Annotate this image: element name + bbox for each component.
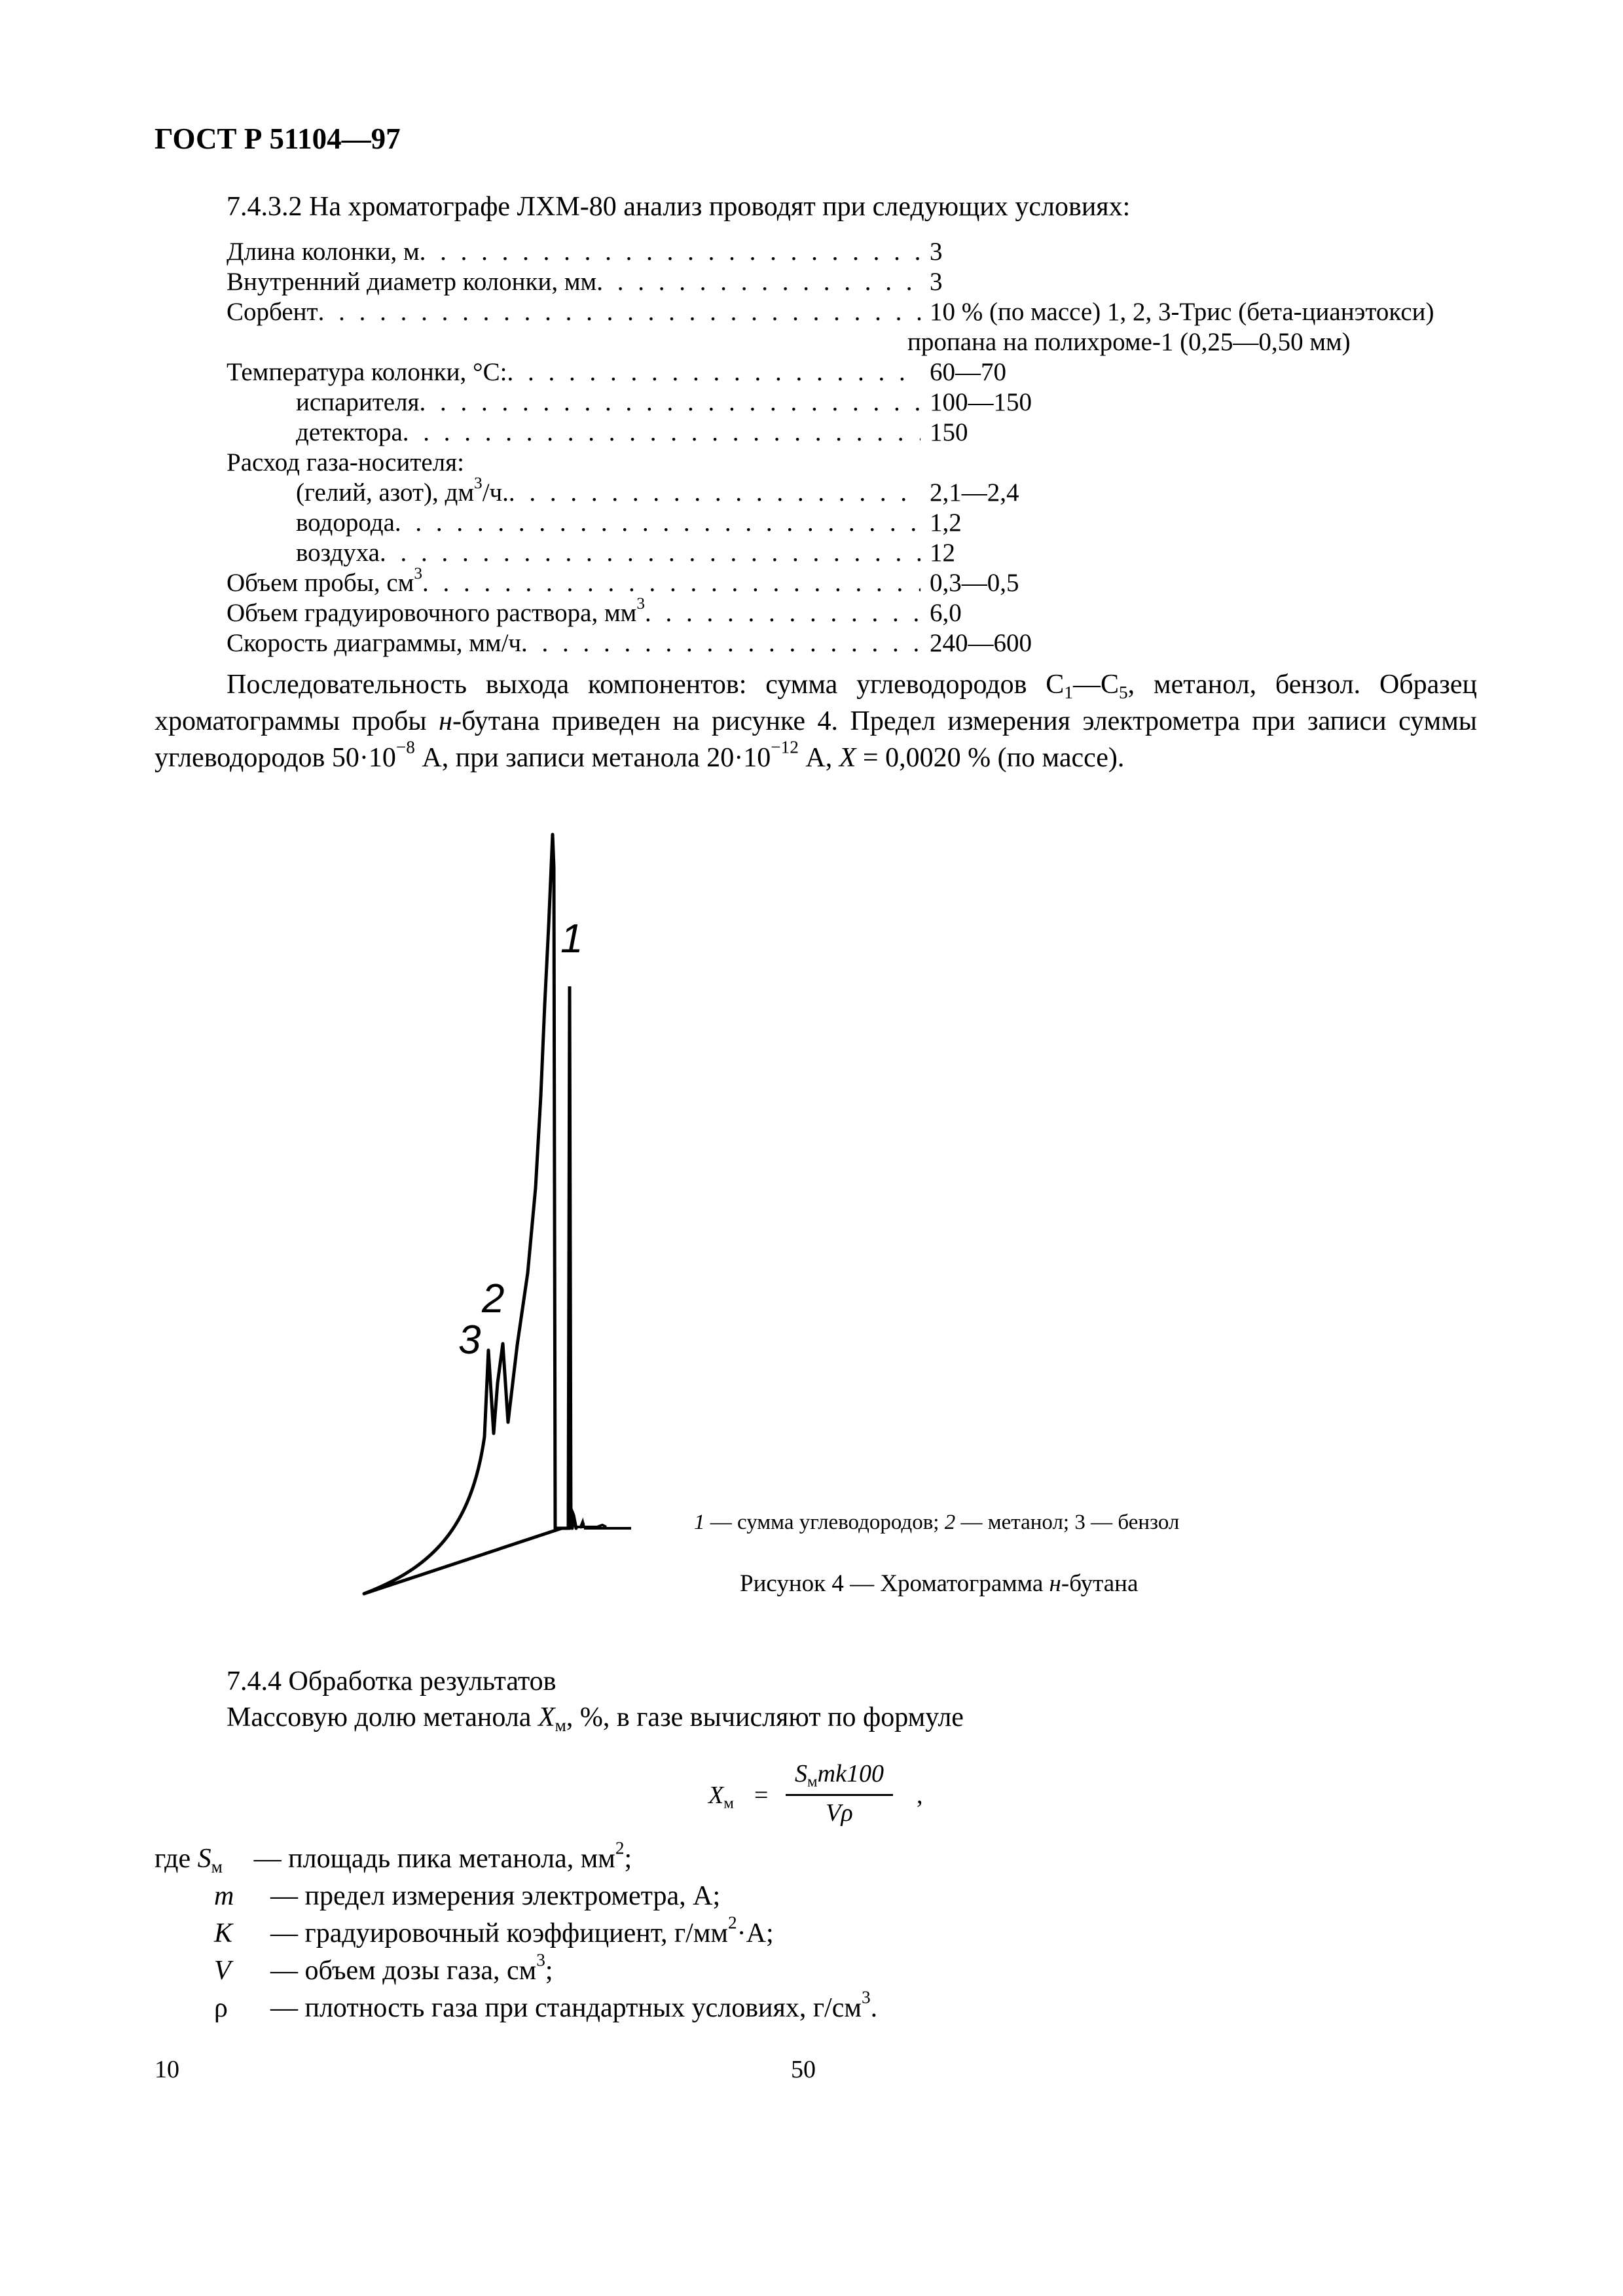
- where-tail: .: [870, 1993, 878, 2023]
- where-symbol: [214, 1915, 270, 1952]
- section-744-heading: 7.4.4 Обработка результатов: [227, 1666, 556, 1696]
- variable: ρ: [214, 1993, 228, 2023]
- condition-value: пропана на полихроме-1 (0,25—0,50 мм): [907, 328, 1351, 356]
- superscript: 3: [861, 1987, 871, 2007]
- condition-row: [227, 508, 1497, 538]
- where-text: — объем дозы газа, см: [270, 1956, 537, 1986]
- legend-number: 2: [944, 1511, 956, 1534]
- condition-value: 12: [930, 539, 955, 567]
- condition-value: 60—70: [930, 358, 1006, 386]
- condition-label-text: (гелий, азот), дм: [296, 478, 475, 507]
- where-symbol: [214, 1990, 270, 2027]
- where-symbol: [198, 1840, 254, 1878]
- subscript: м: [555, 1715, 566, 1736]
- text: , %, в газе вычисляют по формуле: [566, 1702, 964, 1732]
- peak-label-2: 2: [482, 1276, 505, 1321]
- leader-dots: [422, 568, 921, 598]
- variable: V: [214, 1956, 231, 1986]
- document-header: ГОСТ Р 51104—97: [155, 122, 401, 155]
- superscript: 2: [615, 1838, 625, 1858]
- formula-numerator: [786, 1759, 893, 1791]
- figure-caption: [740, 1570, 1138, 1598]
- where-text: — градуировочный коэффициент, г/мм: [270, 1918, 729, 1948]
- condition-label: Расход газа-носителя:: [227, 448, 464, 476]
- superscript: 3: [474, 474, 483, 492]
- peak-1-trace: [568, 986, 571, 1528]
- condition-row: [227, 387, 1497, 418]
- where-item: [214, 1952, 553, 1990]
- condition-value: 3: [930, 238, 943, 266]
- where-tail: ;: [545, 1956, 553, 1986]
- condition-row: [227, 267, 1497, 297]
- fraction-bar: [786, 1794, 893, 1796]
- figure-legend: [694, 1511, 1179, 1535]
- superscript: 2: [728, 1912, 737, 1933]
- condition-label-text: Объем градуировочного раствора, мм: [227, 599, 637, 627]
- paragraph-sequence: [155, 666, 1477, 776]
- condition-label: Сорбент: [227, 298, 318, 326]
- condition-label: [227, 474, 509, 508]
- condition-row: [227, 564, 1497, 598]
- where-item: [214, 1987, 878, 2027]
- condition-label-tail: /ч.: [482, 478, 509, 507]
- subscript: м: [723, 1794, 734, 1812]
- condition-label: водорода: [296, 509, 395, 537]
- text: Массовую долю метанола: [227, 1702, 538, 1732]
- condition-row-continuation: [227, 327, 1497, 357]
- legend-number: 1: [694, 1511, 705, 1534]
- page-number-left: 10: [155, 2056, 179, 2083]
- condition-label: [227, 564, 423, 598]
- formula-denominator: Vρ: [826, 1799, 853, 1827]
- chromatogram-trace: [364, 834, 576, 1594]
- leader-dots: [521, 628, 921, 658]
- paragraph-text: Последовательность выхода компонентов: сумма углеводородов С: [227, 670, 1065, 700]
- paragraph-text: А, при записи метанола 20·10: [414, 743, 771, 773]
- peak-label-1: 1: [560, 916, 583, 961]
- where-item: [214, 1878, 720, 1915]
- variable: mk100: [817, 1760, 884, 1787]
- leader-dots: [507, 357, 921, 387]
- subscript: 1: [1064, 683, 1073, 703]
- chromatogram-figure: [354, 821, 655, 1607]
- variable: X: [708, 1782, 724, 1809]
- where-tail: ·А;: [737, 1918, 774, 1948]
- where-prefix: где: [155, 1844, 198, 1874]
- legend-text: — метанол; 3 — бензол: [955, 1511, 1180, 1534]
- formula-lhs: [708, 1781, 734, 1810]
- where-tail: ;: [624, 1844, 632, 1874]
- subscript: 5: [1119, 683, 1128, 703]
- where-text: — площадь пика метанола, мм: [253, 1844, 615, 1874]
- condition-row: [227, 474, 1497, 508]
- where-text: — плотность газа при стандартных условиях, г/см: [270, 1993, 862, 2023]
- superscript: 3: [636, 594, 646, 613]
- leader-dots: [509, 478, 921, 508]
- variable: m: [214, 1881, 234, 1911]
- formula: [708, 1759, 944, 1831]
- condition-value: 240—600: [930, 629, 1032, 657]
- page-number-center: 50: [791, 2056, 816, 2083]
- condition-row: [227, 628, 1497, 658]
- italic-text: н: [439, 706, 452, 736]
- condition-value: 0,3—0,5: [930, 569, 1019, 597]
- condition-value: 1,2: [930, 509, 962, 537]
- condition-label: Скорость диаграммы, мм/ч: [227, 629, 522, 657]
- condition-label: детектора: [296, 418, 403, 446]
- variable: X: [538, 1702, 555, 1732]
- subscript: м: [211, 1857, 223, 1877]
- condition-label-text: Объем пробы, см: [227, 569, 414, 597]
- condition-label: [227, 594, 646, 628]
- condition-row: [227, 357, 1497, 387]
- superscript: 3: [414, 564, 423, 583]
- variable: S: [197, 1844, 211, 1874]
- leader-dots: [645, 598, 921, 628]
- leader-dots: [596, 267, 921, 297]
- leader-dots: [420, 237, 921, 267]
- leader-dots: [395, 508, 921, 538]
- paragraph-text: -бутана приведен на рисунке 4. Предел измерения электрометра при записи суммы углеводородов 50·10: [155, 706, 1477, 773]
- condition-row: [227, 237, 1497, 267]
- condition-row: [227, 418, 1497, 448]
- condition-value: 2,1—2,4: [930, 478, 1019, 507]
- where-item: [155, 1840, 632, 1878]
- condition-value: 10 % (по массе) 1, 2, 3-Трис (бета-цианэтокси): [930, 298, 1434, 326]
- subscript: м: [807, 1772, 818, 1791]
- formula-comma: ,: [917, 1782, 923, 1809]
- paragraph-text: , метанол, бензол. Образец хроматограммы пробы: [155, 670, 1477, 736]
- condition-label: испарителя: [296, 388, 420, 416]
- condition-label: Длина колонки, м: [227, 238, 420, 266]
- caption-text: -бутана: [1061, 1570, 1139, 1597]
- condition-value: 100—150: [930, 388, 1032, 416]
- equals-sign: =: [754, 1782, 769, 1809]
- condition-row: [227, 448, 1497, 478]
- condition-label: Температура колонки, °С:: [227, 358, 507, 386]
- caption-text: Рисунок 4 — Хроматограмма: [740, 1570, 1049, 1597]
- condition-value: 150: [930, 418, 968, 446]
- italic-text: н: [1049, 1570, 1061, 1597]
- condition-row: [227, 594, 1497, 628]
- condition-label: воздуха: [296, 539, 380, 567]
- where-symbol: [214, 1952, 270, 1990]
- where-item: [214, 1912, 774, 1952]
- variable: S: [795, 1760, 808, 1787]
- variable: K: [214, 1918, 233, 1948]
- superscript: 3: [536, 1950, 545, 1970]
- where-text: — предел измерения электрометра, А;: [270, 1881, 721, 1911]
- legend-text: — сумма углеводородов;: [704, 1511, 945, 1534]
- paragraph-text: А,: [798, 743, 839, 773]
- leader-dots: [420, 387, 921, 418]
- exponent: −8: [395, 737, 415, 757]
- condition-value: 6,0: [930, 599, 962, 627]
- paragraph-text: —С: [1072, 670, 1119, 700]
- exponent: −12: [771, 737, 799, 757]
- section-7432-heading: 7.4.3.2 На хроматографе ЛХМ-80 анализ проводят при следующих условиях:: [227, 192, 1131, 222]
- paragraph-text: = 0,0020 % (по массе).: [856, 743, 1125, 773]
- leader-dots: [318, 297, 921, 327]
- peak-label-3: 3: [458, 1318, 481, 1363]
- conditions-list: [227, 237, 1497, 658]
- leader-dots: [403, 418, 921, 448]
- where-symbol: [214, 1878, 270, 1915]
- condition-label: Внутренний диаметр колонки, мм: [227, 268, 597, 296]
- condition-row: [227, 297, 1497, 327]
- italic-text: X: [839, 743, 856, 773]
- mass-fraction-line: [227, 1702, 964, 1736]
- condition-value: 3: [930, 268, 943, 296]
- leader-dots: [380, 538, 921, 568]
